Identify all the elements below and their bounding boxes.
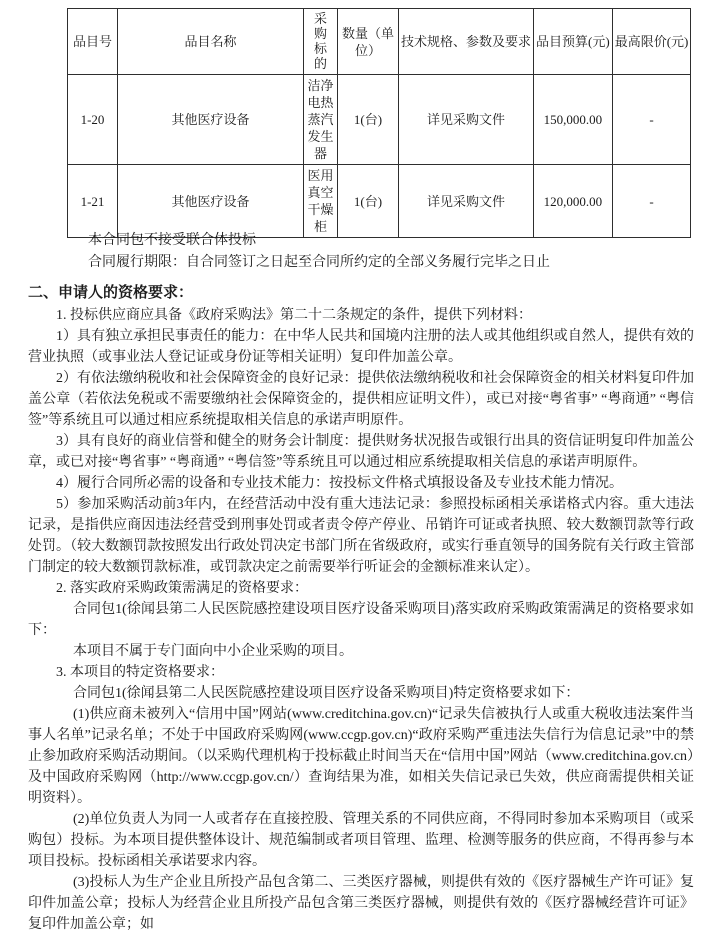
paragraph: (1)供应商未被列入“信用中国”网站(www.creditchina.gov.cn)“记录失信被执行人或重大税收违法案件当事人名单”记录名单；不处于中国政府采购网(www.ccgp.gov.cn)“政府采购严重违法失信行为信息记录”中的禁止参加政府采购活动期间。（以采购代理机构于投标截止时间当天在“信用中国”网站（www.creditchina.gov.cn）及中国政府采购网（http://www.ccgp.gov.cn/）查询结果为准，如相关失信记录已失效，供应商需提供相关证明资料）。 <box>28 707 694 806</box>
cell-quantity: 1(台) <box>338 75 399 165</box>
cell-item-name: 其他医疗设备 <box>118 165 304 238</box>
header-procurement-target <box>304 9 338 75</box>
paragraph: (2)单位负责人为同一人或者存在直接控股、管理关系的不同供应商，不得同时参加本采购项目（或采购包）投标。为本项目提供整体设计、规范编制或者项目管理、监理、检测等服务的供应商，不得再参与本项目投标。投标函相关承诺要求内容。 <box>28 812 694 869</box>
paragraph: 4）履行合同所必需的设备和专业技术能力：按投标文件格式填报设备及专业技术能力情况。 <box>56 476 623 491</box>
cell-item-no: 1-20 <box>68 75 118 165</box>
cell-budget: 120,000.00 <box>534 165 613 238</box>
header-spec: 技术规格、参数及要求 <box>399 9 534 75</box>
paragraph: 合同包1(徐闻县第二人民医院感控建设项目医疗设备采购项目)落实政府采购政策需满足的资格要求如下： <box>28 602 694 638</box>
cell-max-price: - <box>612 165 691 238</box>
header-quantity-text: 数量（单位） <box>341 25 394 58</box>
table-row <box>68 165 691 238</box>
table-header-row <box>68 9 691 75</box>
cell-procurement-target: 医用真空干燥柜 <box>304 165 338 238</box>
cell-item-no: 1-21 <box>68 165 118 238</box>
contract-notes <box>88 230 550 274</box>
cell-item-name: 其他医疗设备 <box>118 75 304 165</box>
section-heading: 二、申请人的资格要求： <box>28 285 194 301</box>
paragraph: 3）具有良好的商业信誉和健全的财务会计制度：提供财务状况报告或银行出具的资信证明复印件加盖公章，或已对接“粤省事” “粤商通” “粤信签”等系统且可以通过相应系统提取相关信息的承诺声明原件。 <box>28 434 694 470</box>
cell-spec: 详见采购文件 <box>399 75 534 165</box>
cell-quantity: 1(台) <box>338 165 399 238</box>
header-item-no: 品目号 <box>68 9 118 75</box>
paragraph: 本项目不属于专门面向中小企业采购的项目。 <box>73 644 353 659</box>
header-item-name: 品目名称 <box>118 9 304 75</box>
header-quantity <box>338 9 399 75</box>
paragraph: 1. 投标供应商应具备《政府采购法》第二十二条规定的条件，提供下列材料： <box>56 308 532 323</box>
paragraph: 合同包1(徐闻县第二人民医院感控建设项目医疗设备采购项目)特定资格要求如下： <box>73 686 580 701</box>
joint-bid-note: 本合同包不接受联合体投标 <box>88 233 256 248</box>
header-procurement-target-text: 采购标的 <box>313 11 327 71</box>
paragraph: (3)投标人为生产企业且所投产品包含第二、三类医疗器械，则提供有效的《医疗器械生产许可证》复印件加盖公章；投标人为经营企业且所投产品包含第三类医疗器械，则提供有效的《医疗器械经营许可证》复印件加盖公章；如 <box>28 875 694 932</box>
performance-period-note: 合同履行期限：自合同签订之日起至合同所约定的全部义务履行完毕之日止 <box>88 255 550 270</box>
table-row <box>68 75 691 165</box>
qualification-section <box>28 282 694 935</box>
cell-max-price: - <box>612 75 691 165</box>
cell-procurement-target: 洁净电热蒸汽发生器 <box>304 75 338 165</box>
paragraph: 1）具有独立承担民事责任的能力：在中华人民共和国境内注册的法人或其他组织或自然人，提供有效的营业执照（或事业法人登记证或身份证等相关证明）复印件加盖公章。 <box>28 329 694 365</box>
paragraph: 2）有依法缴纳税收和社会保障资金的良好记录：提供依法缴纳税收和社会保障资金的相关材料复印件加盖公章（若依法免税或不需要缴纳社会保障资金的，提供相应证明文件），或已对接“粤省事” “粤商通” “粤信签”等系统且可以通过相应系统提取相关信息的承诺声明原件。 <box>28 371 694 428</box>
cell-spec: 详见采购文件 <box>399 165 534 238</box>
paragraph: 3. 本项目的特定资格要求： <box>56 665 224 680</box>
items-table <box>67 8 691 238</box>
paragraph: 2. 落实政府采购政策需满足的资格要求： <box>56 581 308 596</box>
cell-budget: 150,000.00 <box>534 75 613 165</box>
header-max-price: 最高限价(元) <box>612 9 691 75</box>
paragraph: 5）参加采购活动前3年内，在经营活动中没有重大违法记录：参照投标函相关承诺格式内容。重大违法记录，是指供应商因违法经营受到刑事处罚或者责令停产停业、吊销许可证或者执照、较大数额罚款等行政处罚。（较大数额罚款按照发出行政处罚决定书部门所在省级政府，或实行垂直领导的国务院有关行政主管部门制定的较大数额罚款标准，或罚款决定之前需要举行听证会的金额标准来认定）。 <box>28 497 694 575</box>
header-budget: 品目预算(元) <box>534 9 613 75</box>
